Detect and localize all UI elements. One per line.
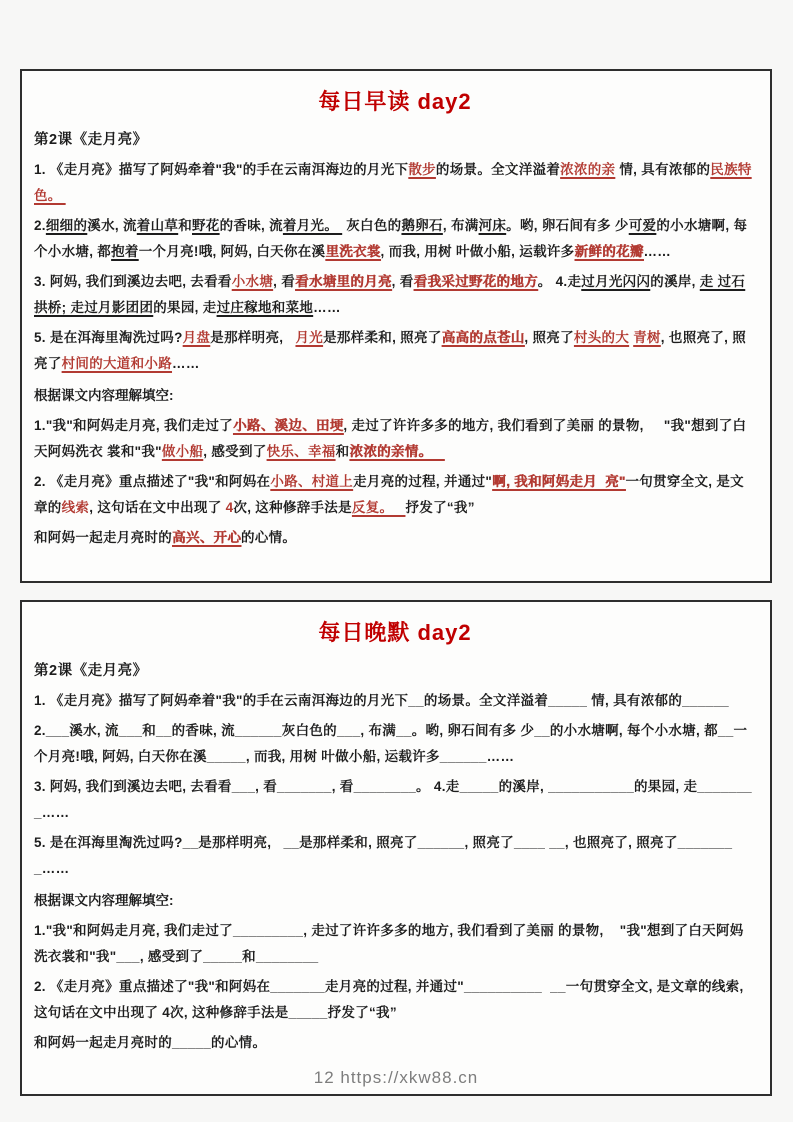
text-segment: 2.___溪水, 流___和__的香味, 流______灰白色的___, 布满__。哟, 卵石间有多 少__的小水塘啊, 每个小水塘, 都__一个月亮!哦, 阿妈, 白天你在溪_____, 而我, 用树 叶做小船, 运载许多______…… (34, 723, 748, 764)
answer-segment: 过月光闪闪 (581, 274, 651, 289)
answer-segment: 反复。 (351, 500, 406, 515)
answer-segment: 啊, 我和阿妈走月 亮" (492, 474, 626, 489)
answer-segment: 快乐、幸福 (266, 444, 336, 459)
answer-segment: 着月光。 (282, 218, 343, 233)
text-segment: , 这句话在文中出现了 (89, 500, 226, 515)
text-segment: 和阿妈一起走月亮时的 (34, 530, 172, 545)
evening-paragraph-1 (34, 688, 756, 714)
answer-segment: 抱着 (111, 244, 139, 259)
morning-paragraph-2 (34, 213, 756, 265)
answer-segment: 走 过石拱桥; 走过月影团团 (34, 274, 746, 315)
text-segment: 的心情。 (241, 530, 297, 545)
text-segment: , 走过了许许多多的地方, 我们看到了美丽 的景物, "我"想到了白天阿妈洗衣 裳和"我" (34, 418, 747, 459)
text-segment: , 布满 (442, 218, 479, 233)
answer-segment: 浓浓的亲 (560, 162, 616, 177)
answer-segment: 月光 (295, 330, 324, 345)
answer-segment: 民族特色。 (34, 162, 752, 203)
evening-card-title: 每日晚默 day2 (318, 620, 472, 645)
text-segment: 3. 阿妈, 我们到溪边去吧, 去看看___, 看_______, 看________。 4.走_____的溪岸, ___________的果园, 走________…… (34, 779, 752, 820)
text-segment: 抒发了“我” (405, 500, 475, 515)
text-segment: 3. 阿妈, 我们到溪边去吧, 去看看 (34, 274, 232, 289)
text-segment: 一句贯穿全文, 是文章的 (34, 474, 744, 515)
answer-segment: 可爱 (628, 218, 657, 233)
text-segment: 1. 《走月亮》描写了阿妈牵着"我"的手在云南洱海边的月光下 (34, 162, 409, 177)
text-segment: 1."我"和阿妈走月亮, 我们走过了 (34, 418, 233, 433)
text-segment: 。 4.走 (537, 274, 582, 289)
answer-segment: 高兴、开心 (172, 530, 241, 545)
text-segment: 的果园, 走 (153, 300, 217, 315)
answer-segment: 散步 (408, 162, 436, 177)
text-segment: 的小水塘啊, 每个小水塘, 都 (34, 218, 748, 259)
evening-paragraph-2 (34, 718, 756, 770)
evening-paragraph-3 (34, 774, 756, 826)
evening-paragraph-4 (34, 830, 756, 882)
morning-card-title: 每日早读 day2 (318, 89, 472, 114)
text-segment: 和 (335, 444, 350, 459)
text-segment: 和阿妈一起走月亮时的_____的心情。 (34, 1035, 267, 1050)
answer-segment: 鹅卵石 (401, 218, 443, 233)
answer-segment: 看水塘里的月亮 (295, 274, 392, 289)
morning-section-header: 根据课文内容理解填空: (34, 388, 174, 403)
text-segment: 次, 这种修辞手法是 (233, 500, 352, 515)
text-segment: , 而我, 用树 叶做小船, 运载许多 (380, 244, 575, 259)
text-segment: 一个月亮!哦, 阿妈, 白天你在溪 (138, 244, 326, 259)
answer-segment: 线索 (61, 500, 90, 515)
evening-lesson-title: 第2课《走月亮》 (34, 663, 148, 679)
morning-fill-1 (34, 413, 756, 465)
answer-segment: 村间的大道和小路 (61, 356, 173, 371)
text-segment: 是那样柔和, 照亮了 (323, 330, 442, 345)
text-segment: 的场景。全文洋溢着 (435, 162, 561, 177)
text-segment: , 看 (273, 274, 296, 289)
morning-reading-card (20, 69, 772, 583)
morning-fill-3 (34, 525, 756, 551)
page-footer: 12 https://xkw88.cn (313, 1068, 479, 1087)
morning-paragraph-3 (34, 269, 756, 321)
answer-segment: 河床 (478, 218, 507, 233)
text-segment: , 也照亮了, 照亮了 (34, 330, 746, 371)
answer-segment: 里洗衣裳 (325, 244, 381, 259)
text-segment: 5. 是在洱海里淘洗过吗? (34, 330, 183, 345)
answer-segment: 过庄稼地和菜地 (216, 300, 314, 315)
morning-paragraph-4 (34, 325, 756, 377)
answer-segment: 浓浓的亲情。 (349, 444, 445, 459)
answer-segment: 小路、溪边、田埂 (232, 418, 344, 433)
evening-fill-1 (34, 918, 756, 970)
answer-segment: 着山草 (136, 218, 179, 233)
answer-segment: 野花 (192, 218, 220, 233)
text-segment: 2. 《走月亮》重点描述了"我"和阿妈在 (34, 474, 271, 489)
answer-segment: 月盘 (182, 330, 211, 345)
morning-fill-2 (34, 469, 756, 521)
text-segment: 是那样明亮, (210, 330, 296, 345)
text-segment: 。哟, 卵石间有多 少 (506, 218, 629, 233)
text-segment: …… (643, 244, 672, 259)
answer-segment: 村头的大 (573, 330, 630, 345)
evening-dictation-card (20, 600, 772, 1096)
text-segment: 走月亮的过程, 并通过" (353, 474, 493, 489)
answer-segment: 小路、村道上 (270, 474, 354, 489)
answer-segment: 新鲜的花瓣 (574, 244, 644, 259)
answer-segment: 青树 (633, 330, 661, 345)
text-segment: , 看 (391, 274, 414, 289)
text-segment: 5. 是在洱海里淘洗过吗?__是那样明亮, __是那样柔和, 照亮了______, 照亮了____ __, 也照亮了, 照亮了________…… (34, 835, 733, 876)
text-segment: , 照亮了 (524, 330, 574, 345)
text-segment: 的香味, 流 (219, 218, 283, 233)
morning-paragraph-1 (34, 157, 756, 209)
text-segment: 情, 具有浓郁的 (615, 162, 711, 177)
text-segment: 1. 《走月亮》描写了阿妈牵着"我"的手在云南洱海边的月光下__的场景。全文洋溢着_____ 情, 具有浓郁的______ (34, 693, 729, 708)
text-segment: 溪水, 流 (87, 218, 137, 233)
evening-fill-2 (34, 974, 756, 1026)
text-segment: 灰白色的 (342, 218, 402, 233)
answer-segment: 细细的 (45, 218, 88, 233)
evening-section-header: 根据课文内容理解填空: (34, 893, 174, 908)
answer-segment: 小水塘 (231, 274, 274, 289)
text-segment: 和 (178, 218, 192, 233)
answer-segment: 做小船 (161, 444, 204, 459)
text-segment: , 感受到了 (203, 444, 267, 459)
morning-lesson-title: 第2课《走月亮》 (34, 132, 148, 148)
text-segment: …… (172, 356, 200, 371)
evening-fill-3 (34, 1030, 756, 1056)
text-segment: 1."我"和阿妈走月亮, 我们走过了_________, 走过了许许多多的地方, 我们看到了美丽 的景物, "我"想到了白天阿妈洗衣裳和"我"___, 感受到了_____和________ (34, 923, 744, 964)
text-segment: 的溪岸, (650, 274, 700, 289)
answer-segment: 看我采过野花的地方 (413, 274, 538, 289)
text-segment: 2. (34, 218, 46, 233)
text-segment: …… (313, 300, 341, 315)
answer-segment: 高高的点苍山 (441, 330, 525, 345)
text-segment: 2. 《走月亮》重点描述了"我"和阿妈在_______走月亮的过程, 并通过"__________ __一句贯穿全文, 是文章的线索, 这句话在文中出现了 4次, 这种修辞手法是_____抒发了“我” (34, 979, 744, 1020)
answer-segment: 4 (225, 500, 234, 515)
